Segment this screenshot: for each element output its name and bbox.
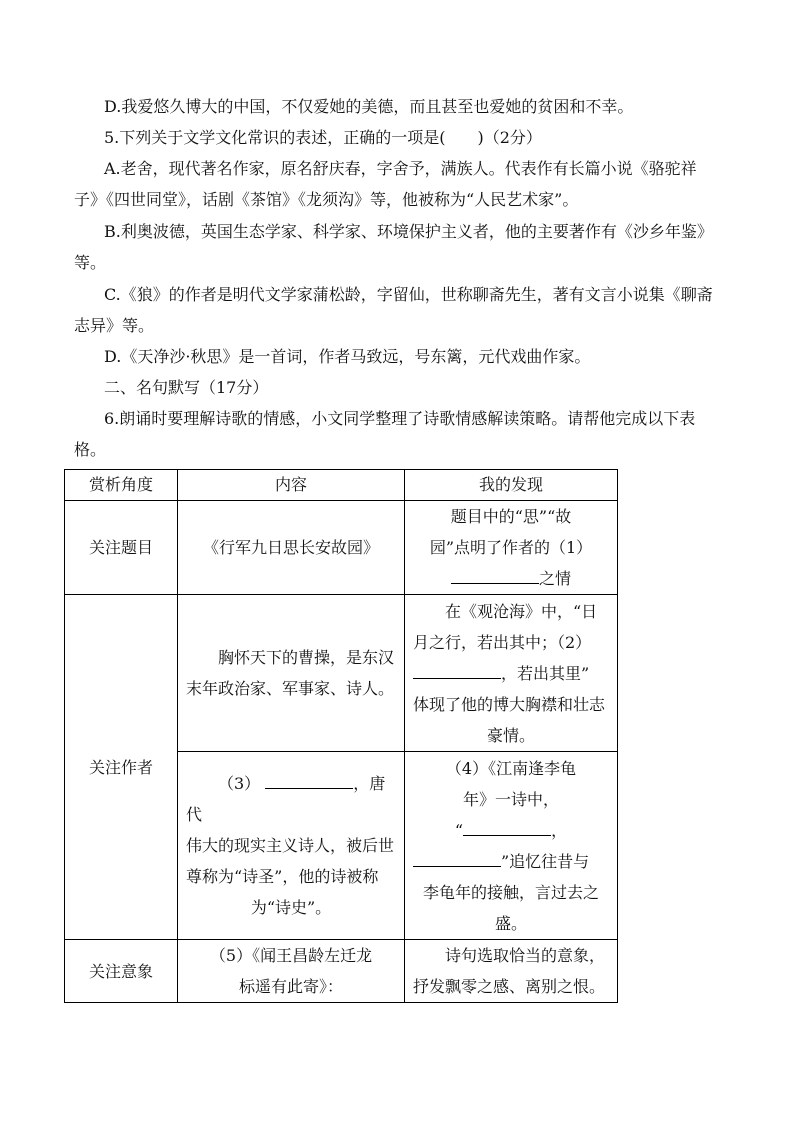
finding-text: 盛。: [494, 913, 527, 933]
finding-text: 园”点明了作者的（1）: [429, 538, 593, 557]
angle-title-cell: 关注题目: [65, 501, 178, 595]
answer-blank-4a[interactable]: [463, 817, 551, 836]
question-5: 5.下列关于文学文化常识的表述，正确的一项是( )（2分）: [104, 128, 542, 147]
section-heading: 二、名句默写（17分）: [104, 378, 269, 397]
header-angle: 赏析角度: [65, 470, 178, 501]
answer-blank-4b[interactable]: [413, 848, 501, 867]
finding-imagery-cell: [405, 940, 618, 1003]
content-text: 尊称为“诗圣”，他的诗被称: [186, 867, 379, 886]
option-a-line1: A.老舍，现代著名作家，原名舒庆春，字舍予，满族人。代表作有长篇小说《骆驼祥: [104, 159, 697, 178]
finding-text: “: [454, 820, 464, 840]
header-content: 内容: [178, 470, 405, 501]
content-text: 末年政治家、军事家、诗人。: [186, 679, 395, 698]
content-text: 为“诗史”。: [250, 898, 332, 917]
finding-text: ，: [551, 820, 568, 840]
content-text: 标遥有此寄》：: [238, 977, 343, 996]
table-row: [65, 595, 618, 752]
table-header-row: [65, 470, 618, 501]
answer-blank-2[interactable]: [413, 660, 501, 679]
answer-blank-3[interactable]: [265, 770, 353, 789]
option-d-line: D.《天净沙·秋思》是一首词，作者马致远，号东篱，元代戏曲作家。: [104, 347, 591, 366]
finding-text: 诗句选取恰当的意象，: [445, 946, 606, 965]
content-caocao-cell: [178, 595, 405, 752]
finding-text: 李龟年的接触，言过去之: [422, 882, 599, 902]
header-finding: 我的发现: [405, 470, 618, 501]
finding-blank-line: [413, 846, 609, 877]
finding-text: （4）《江南逢李龟: [445, 758, 577, 778]
option-c-line2: 志异》等。: [74, 316, 155, 335]
angle-imagery-cell: 关注意象: [65, 940, 178, 1003]
finding-text: 之情: [538, 569, 571, 588]
table-row: [65, 501, 618, 595]
content-blank-line: [186, 768, 396, 830]
finding-title-cell: [405, 501, 618, 595]
option-b-line1: B.利奥波德，英国生态学家、科学家、环境保护主义者，他的主要著作有《沙乡年鉴》: [104, 222, 713, 241]
option-b-line2: 等。: [74, 253, 107, 272]
finding-text: ”追忆往昔与: [501, 851, 590, 871]
content-text: ，唐代: [186, 774, 386, 824]
finding-text: 豪情。: [486, 725, 535, 745]
finding-caocao-cell: [405, 595, 618, 752]
content-imagery-cell: [178, 940, 405, 1003]
option-a-line2: 子》《四世同堂》，话剧《茶馆》《龙须沟》等，他被称为“人民艺术家”。: [74, 190, 579, 209]
finding-text: 年》一诗中，: [462, 789, 559, 809]
finding-text: ，若出其里”: [501, 663, 590, 683]
poetry-analysis-table: [64, 469, 618, 1003]
table-row: [65, 940, 618, 1003]
option-c-line1: C.《狼》的作者是明代文学家蒲松龄，字留仙，世称聊斋先生，著有文言小说集《聊斋: [104, 285, 713, 304]
finding-text: 在《观沧海》中，“日: [445, 601, 598, 621]
finding-text: 月之行，若出其中；（2）: [413, 632, 592, 652]
content-dufu-cell: [178, 752, 405, 940]
finding-dufu-cell: [405, 752, 618, 940]
question-6-line2: 格。: [74, 440, 107, 459]
finding-text: 题目中的“思”“故: [450, 507, 572, 526]
finding-text: 体现了他的博大胸襟和壮志: [413, 694, 606, 714]
content-text: 胸怀天下的曹操，是东汉: [218, 648, 395, 667]
content-title-cell: 《行军九日思长安故园》: [178, 501, 405, 595]
content-text: （3）: [218, 774, 261, 793]
question-6-line1: 6.朗诵时要理解诗歌的情感，小文同学整理了诗歌情感解读策略。请帮他完成以下表: [104, 409, 696, 428]
angle-author-cell: 关注作者: [65, 595, 178, 940]
finding-blank-line: [413, 563, 609, 594]
content-text: 伟大的现实主义诗人，被后世: [186, 836, 395, 855]
finding-blank-line: [413, 658, 609, 689]
answer-blank-1[interactable]: [451, 565, 539, 584]
finding-text: 抒发飘零之感、离别之恨。: [413, 977, 606, 996]
content-text: （5）《闻王昌龄左迁龙: [209, 946, 373, 965]
text-line-d-option: D.我爱悠久博大的中国，不仅爱她的美德，而且甚至也爱她的贫困和不幸。: [104, 97, 634, 116]
finding-blank-line: [413, 815, 609, 846]
